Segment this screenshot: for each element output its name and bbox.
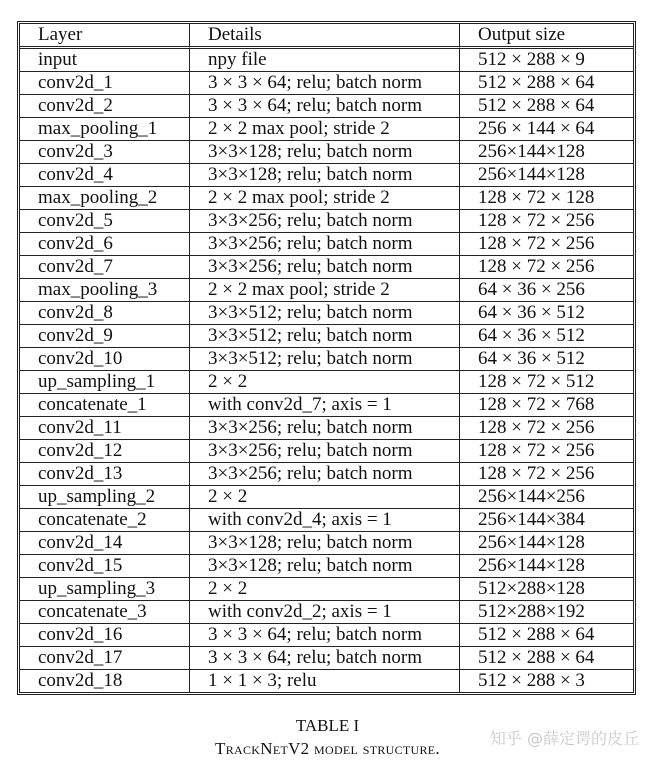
cell-output-size: 512 × 288 × 9 <box>460 49 633 72</box>
table-row <box>20 118 633 141</box>
cell-details: npy file <box>190 49 460 72</box>
cell-output-size: 512×288×192 <box>460 601 633 624</box>
cell-details: 2 × 2 max pool; stride 2 <box>190 279 460 302</box>
cell-output-size: 128 × 72 × 512 <box>460 371 633 394</box>
cell-details: 3×3×256; relu; batch norm <box>190 233 460 256</box>
cell-details: 2 × 2 <box>190 578 460 601</box>
cell-details: 3×3×256; relu; batch norm <box>190 463 460 486</box>
table-row <box>20 670 633 692</box>
cell-output-size: 256×144×384 <box>460 509 633 532</box>
cell-layer: max_pooling_3 <box>20 279 190 302</box>
cell-layer: input <box>20 49 190 72</box>
cell-details: 3×3×128; relu; batch norm <box>190 164 460 187</box>
table-row <box>20 463 633 486</box>
cell-layer: conv2d_17 <box>20 647 190 670</box>
cell-output-size: 256×144×256 <box>460 486 633 509</box>
cell-details: 3 × 3 × 64; relu; batch norm <box>190 72 460 95</box>
cell-layer: conv2d_13 <box>20 463 190 486</box>
cell-output-size: 512 × 288 × 64 <box>460 72 633 95</box>
table-row <box>20 302 633 325</box>
cell-layer: conv2d_7 <box>20 256 190 279</box>
cell-output-size: 128 × 72 × 128 <box>460 187 633 210</box>
cell-layer: conv2d_9 <box>20 325 190 348</box>
cell-layer: conv2d_12 <box>20 440 190 463</box>
table-row <box>20 348 633 371</box>
table-row <box>20 417 633 440</box>
cell-details: 3×3×256; relu; batch norm <box>190 256 460 279</box>
cell-details: 3×3×512; relu; batch norm <box>190 325 460 348</box>
cell-output-size: 128 × 72 × 256 <box>460 463 633 486</box>
table-row <box>20 532 633 555</box>
cell-layer: concatenate_1 <box>20 394 190 417</box>
model-structure-table-container <box>17 21 636 695</box>
table-row <box>20 164 633 187</box>
cell-details: 3×3×256; relu; batch norm <box>190 440 460 463</box>
cell-layer: conv2d_8 <box>20 302 190 325</box>
table-row <box>20 578 633 601</box>
table-row <box>20 72 633 95</box>
cell-details: with conv2d_7; axis = 1 <box>190 394 460 417</box>
table-number: TABLE I <box>295 716 360 735</box>
cell-layer: up_sampling_1 <box>20 371 190 394</box>
cell-details: 3×3×512; relu; batch norm <box>190 348 460 371</box>
cell-layer: conv2d_14 <box>20 532 190 555</box>
table-title: TrackNetV2 model structure. <box>215 739 440 758</box>
cell-output-size: 128 × 72 × 256 <box>460 417 633 440</box>
cell-layer: conv2d_11 <box>20 417 190 440</box>
cell-output-size: 64 × 36 × 256 <box>460 279 633 302</box>
table-header-row <box>20 24 633 49</box>
table-row <box>20 486 633 509</box>
cell-output-size: 64 × 36 × 512 <box>460 302 633 325</box>
table-body <box>20 49 633 692</box>
header-layer: Layer <box>20 24 190 49</box>
cell-layer: max_pooling_2 <box>20 187 190 210</box>
cell-details: 2 × 2 max pool; stride 2 <box>190 187 460 210</box>
cell-details: 3 × 3 × 64; relu; batch norm <box>190 95 460 118</box>
table-row <box>20 256 633 279</box>
cell-layer: conv2d_3 <box>20 141 190 164</box>
model-structure-table <box>17 21 636 695</box>
table-row <box>20 555 633 578</box>
cell-details: 3×3×128; relu; batch norm <box>190 555 460 578</box>
cell-output-size: 64 × 36 × 512 <box>460 348 633 371</box>
cell-details: 3×3×256; relu; batch norm <box>190 417 460 440</box>
cell-layer: conv2d_4 <box>20 164 190 187</box>
cell-details: 3×3×128; relu; batch norm <box>190 141 460 164</box>
table-row <box>20 647 633 670</box>
cell-layer: up_sampling_2 <box>20 486 190 509</box>
cell-layer: conv2d_1 <box>20 72 190 95</box>
cell-layer: conv2d_2 <box>20 95 190 118</box>
table-row <box>20 624 633 647</box>
table-row <box>20 325 633 348</box>
cell-layer: conv2d_15 <box>20 555 190 578</box>
header-details: Details <box>190 24 460 49</box>
watermark-text: 知乎 @薛定谔的皮丘 <box>489 729 639 748</box>
cell-output-size: 512 × 288 × 3 <box>478 670 585 691</box>
cell-layer: max_pooling_1 <box>20 118 190 141</box>
table-row <box>20 141 633 164</box>
table-row <box>20 394 633 417</box>
cell-layer: conv2d_5 <box>20 210 190 233</box>
table-row <box>20 279 633 302</box>
cell-details: 3×3×128; relu; batch norm <box>190 532 460 555</box>
cell-layer: conv2d_16 <box>20 624 190 647</box>
cell-details: 2 × 2 <box>190 486 460 509</box>
cell-output-size: 128 × 72 × 256 <box>460 256 633 279</box>
cell-output-size: 64 × 36 × 512 <box>460 325 633 348</box>
cell-layer: conv2d_18 <box>20 670 190 692</box>
cell-details: 3×3×512; relu; batch norm <box>190 302 460 325</box>
cell-output-size: 128 × 72 × 768 <box>460 394 633 417</box>
cell-layer: concatenate_2 <box>20 509 190 532</box>
cell-details: 2 × 2 <box>190 371 460 394</box>
cell-output-size: 256×144×128 <box>460 532 633 555</box>
cell-output-size: 256 × 144 × 64 <box>460 118 633 141</box>
table-row <box>20 210 633 233</box>
cell-layer: up_sampling_3 <box>20 578 190 601</box>
cell-output-size: 256×144×128 <box>460 141 633 164</box>
cell-output-size: 512 × 288 × 64 <box>460 647 633 670</box>
table-row <box>20 371 633 394</box>
table-row <box>20 187 633 210</box>
cell-layer: conv2d_10 <box>20 348 190 371</box>
table-row <box>20 95 633 118</box>
table-row <box>20 601 633 624</box>
cell-output-size: 128 × 72 × 256 <box>460 210 633 233</box>
cell-details: with conv2d_2; axis = 1 <box>190 601 460 624</box>
cell-output-size: 256×144×128 <box>460 555 633 578</box>
table-row <box>20 233 633 256</box>
cell-output-size: 512 × 288 × 64 <box>460 95 633 118</box>
cell-details: 2 × 2 max pool; stride 2 <box>190 118 460 141</box>
table-row <box>20 49 633 72</box>
cell-details: 3 × 3 × 64; relu; batch norm <box>190 624 460 647</box>
cell-output-size: 256×144×128 <box>460 164 633 187</box>
cell-layer: concatenate_3 <box>20 601 190 624</box>
cell-output-size: 128 × 72 × 256 <box>460 440 633 463</box>
cell-output-size: 512×288×128 <box>460 578 633 601</box>
cell-output-size: 128 × 72 × 256 <box>460 233 633 256</box>
header-output-size: Output size <box>460 24 633 49</box>
cell-details: 3×3×256; relu; batch norm <box>190 210 460 233</box>
cell-details: 3 × 3 × 64; relu; batch norm <box>190 647 460 670</box>
cell-details: with conv2d_4; axis = 1 <box>190 509 460 532</box>
cell-output-size: 512 × 288 × 64 <box>460 624 633 647</box>
table-row <box>20 509 633 532</box>
cell-layer: conv2d_6 <box>20 233 190 256</box>
cell-details: 1 × 1 × 3; relu <box>190 670 460 692</box>
table-row <box>20 440 633 463</box>
